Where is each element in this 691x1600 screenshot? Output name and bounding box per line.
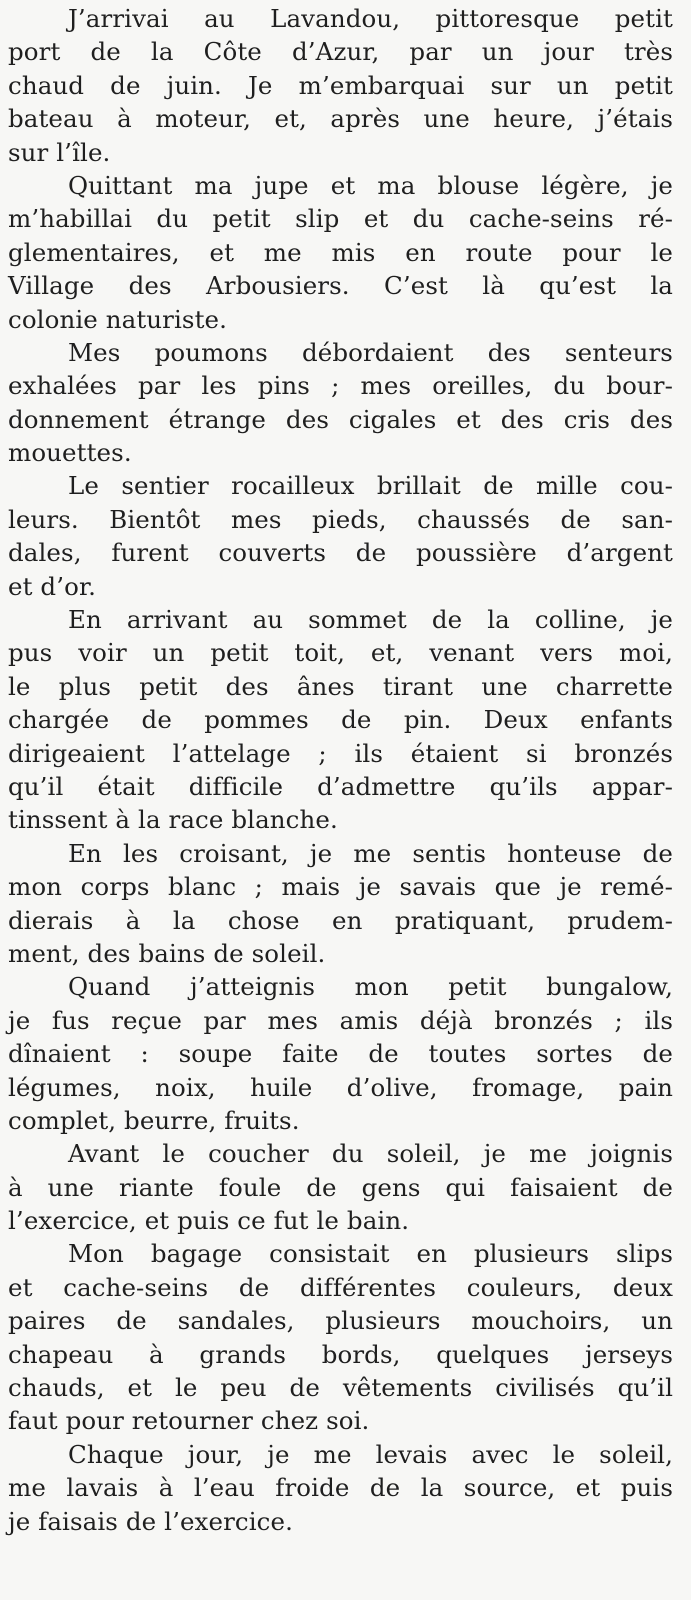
paragraph	[8, 603, 673, 837]
text-line: faut pour retourner chez soi.	[8, 1406, 370, 1436]
text-line: m’habillai du petit slip et du cache-seins ré-	[8, 204, 673, 234]
text-line: ment, des bains de soleil.	[8, 938, 326, 968]
text-line: pus voir un petit toit, et, venant vers moi,	[8, 638, 673, 668]
text-line: chaud de juin. Je m’embarquai sur un petit	[8, 70, 673, 100]
paragraph	[8, 1137, 673, 1237]
article-text	[8, 2, 673, 1538]
text-line: et d’or.	[8, 571, 96, 601]
text-line: port de la Côte d’Azur, par un jour très	[8, 37, 673, 67]
text-line: sur l’île.	[8, 137, 111, 167]
text-line: colonie naturiste.	[8, 304, 228, 334]
paragraph	[8, 2, 673, 169]
text-line: tinssent à la race blanche.	[8, 805, 338, 835]
text-line: exhalées par les pins ; mes oreilles, du bour-	[8, 371, 673, 401]
text-line: donnement étrange des cigales et des cris des	[8, 404, 673, 434]
text-line: leurs. Bientôt mes pieds, chaussés de san-	[8, 504, 673, 534]
text-line: paires de sandales, plusieurs mouchoirs, un	[8, 1306, 673, 1336]
paragraph	[8, 1237, 673, 1437]
text-line: dierais à la chose en pratiquant, prudem-	[8, 905, 673, 935]
text-line: à une riante foule de gens qui faisaient de	[8, 1172, 673, 1202]
text-line: qu’il était difficile d’admettre qu’ils appar-	[8, 771, 673, 801]
text-line: chapeau à grands bords, quelques jerseys	[8, 1339, 673, 1369]
text-line: Quand j’atteignis mon petit bungalow,	[68, 972, 673, 1002]
paragraph	[8, 169, 673, 336]
text-line: dales, furent couverts de poussière d’argent	[8, 538, 673, 568]
text-line: le plus petit des ânes tirant une charrette	[8, 671, 673, 701]
text-line: Quittant ma jupe et ma blouse légère, je	[68, 170, 673, 200]
text-line: dirigeaient l’attelage ; ils étaient si bronzés	[8, 738, 673, 768]
text-line: me lavais à l’eau froide de la source, et puis	[8, 1473, 673, 1503]
paragraph	[8, 469, 673, 603]
paragraph	[8, 1438, 673, 1538]
text-line: chauds, et le peu de vêtements civilisés qu’il	[8, 1373, 673, 1403]
text-line: et cache-seins de différentes couleurs, deux	[8, 1272, 673, 1302]
text-line: J’arrivai au Lavandou, pittoresque petit	[68, 4, 673, 33]
text-line: Village des Arbousiers. C’est là qu’est la	[8, 271, 673, 301]
text-line: En les croisant, je me sentis honteuse de	[68, 838, 673, 868]
text-line: Chaque jour, je me levais avec le soleil,	[68, 1439, 673, 1469]
text-line: mon corps blanc ; mais je savais que je remé-	[8, 872, 673, 902]
text-line: bateau à moteur, et, après une heure, j’étais	[8, 104, 673, 134]
paragraph	[8, 970, 673, 1137]
text-line: Mes poumons débordaient des senteurs	[68, 337, 673, 367]
text-line: je fus reçue par mes amis déjà bronzés ; ils	[8, 1005, 673, 1035]
text-line: légumes, noix, huile d’olive, fromage, pain	[8, 1072, 673, 1102]
text-line: Avant le coucher du soleil, je me joignis	[68, 1139, 673, 1169]
text-line: mouettes.	[8, 438, 132, 468]
text-line: l’exercice, et puis ce fut le bain.	[8, 1206, 410, 1236]
paragraph	[8, 336, 673, 470]
text-line: chargée de pommes de pin. Deux enfants	[8, 705, 673, 735]
text-line: Le sentier rocailleux brillait de mille cou-	[68, 471, 673, 501]
paragraph	[8, 837, 673, 971]
text-line: dînaient : soupe faite de toutes sortes de	[8, 1039, 673, 1069]
text-line: glementaires, et me mis en route pour le	[8, 237, 673, 267]
text-line: Mon bagage consistait en plusieurs slips	[68, 1239, 673, 1269]
text-line: En arrivant au sommet de la colline, je	[68, 605, 673, 635]
text-line: complet, beurre, fruits.	[8, 1105, 300, 1135]
text-line: je faisais de l’exercice.	[8, 1506, 293, 1536]
